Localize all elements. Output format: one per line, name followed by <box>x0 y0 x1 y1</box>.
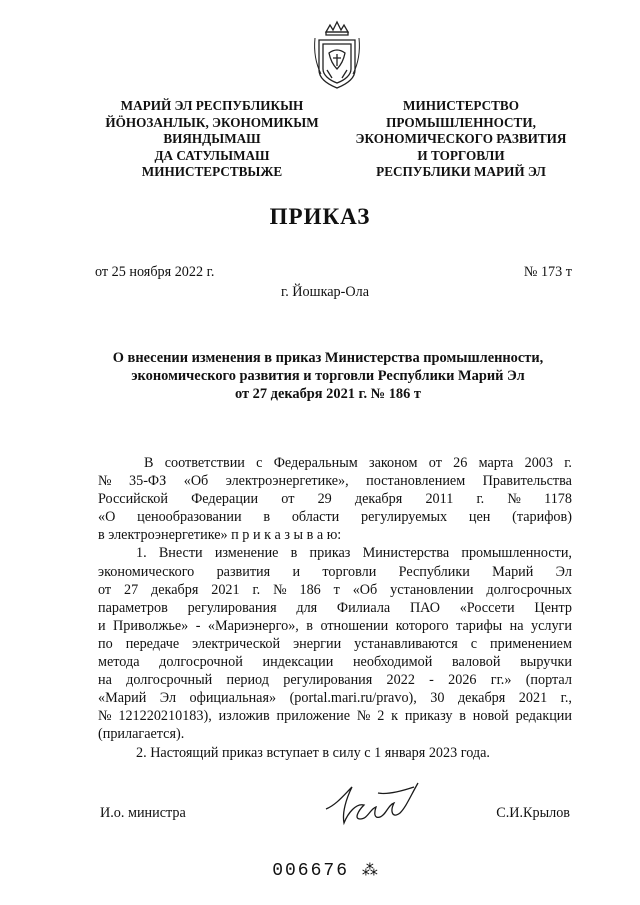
body-word: декабря <box>151 581 199 598</box>
ministry-name-russian <box>336 98 586 181</box>
body-word: на <box>509 617 524 634</box>
body-word: по <box>98 635 113 652</box>
body-word: В <box>144 455 154 471</box>
body-word: индексации <box>262 654 334 671</box>
body-word: в <box>459 708 466 725</box>
body-line <box>98 472 572 490</box>
body-word: к <box>391 708 398 725</box>
body-line <box>98 563 572 581</box>
body-word: долгосрочный <box>126 672 213 689</box>
header-right-line: И ТОРГОВЛИ <box>417 147 505 163</box>
signer-title: И.о. министра <box>100 805 186 821</box>
body-word: № <box>356 708 371 725</box>
body-word: № <box>273 581 287 598</box>
body-word: отношении <box>320 617 389 634</box>
body-word: необходимой <box>352 654 433 671</box>
body-word: в <box>290 545 298 562</box>
body-word: приказ <box>309 545 351 562</box>
body-word: в <box>306 617 313 634</box>
body-word: официальная» <box>189 690 277 707</box>
body-word: 2021 <box>518 690 548 707</box>
body-word: гг.» <box>490 672 512 689</box>
header-left-line: ВИЯНДЫМАШ <box>163 131 261 146</box>
body-word: - <box>195 617 201 634</box>
handwritten-signature <box>318 779 434 831</box>
header-left-line: МАРИЙ ЭЛ РЕСПУБЛИКЫН <box>120 98 304 113</box>
body-word: которого <box>395 617 449 634</box>
body-word: 2011 <box>425 491 454 508</box>
body-word: г., <box>560 690 572 707</box>
body-word: «Россети <box>459 599 515 616</box>
coat-of-arms-emblem <box>312 18 362 92</box>
document-subject <box>90 349 566 403</box>
body-word: 2026 <box>448 672 477 689</box>
body-word: 30 <box>430 690 445 707</box>
header-left-line: ЙӦНОЗАНЛЫК, ЭКОНОМИКЫМ <box>105 114 319 130</box>
body-line <box>98 707 572 725</box>
body-word: декабря <box>457 690 506 707</box>
body-word: законом <box>368 455 418 471</box>
body-word: 186 <box>299 581 321 598</box>
body-word: цен <box>468 509 491 526</box>
header-right-line: ПРОМЫШЛЕННОСТИ, <box>386 114 536 130</box>
body-word: параметров <box>98 599 168 616</box>
body-word: 2021 <box>211 581 240 598</box>
body-word: Приволжье» <box>113 617 189 634</box>
body-word: передаче <box>125 635 180 652</box>
body-word: регулирования <box>283 672 373 689</box>
body-word: регулируемых <box>361 509 448 526</box>
body-word: г. <box>252 581 261 598</box>
subject-line: от 27 декабря 2021 г. № 186 т <box>235 386 421 402</box>
body-word: Правительства <box>482 473 572 490</box>
body-word: Филиала <box>336 599 391 616</box>
body-word: соответствии <box>164 455 245 471</box>
body-word: торговли <box>322 563 377 580</box>
body-line <box>98 581 572 599</box>
body-line <box>98 508 572 526</box>
body-word: с <box>470 635 478 652</box>
body-word: выручки <box>520 654 572 671</box>
body-word: г. <box>476 491 485 508</box>
body-word: «Об <box>183 473 209 490</box>
body-word: приказу <box>404 708 453 725</box>
body-word: 35-ФЗ <box>129 473 167 490</box>
body-word: услуги <box>530 617 572 634</box>
body-word: от <box>428 455 442 471</box>
body-word: 1178 <box>544 491 572 508</box>
body-word: энергии <box>293 635 342 652</box>
body-word: Федеральным <box>273 455 358 471</box>
body-word: с <box>256 455 263 471</box>
asterisk-mark-icon: ⁂ <box>361 862 378 880</box>
body-word: декабря <box>354 491 403 508</box>
body-word: постановлением <box>366 473 466 490</box>
body-word: области <box>291 509 340 526</box>
document-city: г. Йошкар-Ола <box>281 284 369 300</box>
body-word: Центр <box>534 599 572 616</box>
body-word: Российской <box>98 491 168 508</box>
body-word: от <box>98 581 112 598</box>
document-body <box>98 454 572 762</box>
body-word: Эл <box>159 690 177 707</box>
body-word: 1. <box>136 545 147 562</box>
body-word: Марий <box>492 563 534 580</box>
body-line <box>98 653 572 671</box>
body-word: 27 <box>123 581 139 598</box>
body-word: электроэнергетике», <box>225 473 349 490</box>
header-right-line: РЕСПУБЛИКИ МАРИЙ ЭЛ <box>376 164 546 179</box>
body-line <box>98 544 572 562</box>
body-word: № <box>507 491 521 508</box>
body-line: (прилагается). <box>98 726 185 743</box>
body-word: метода <box>98 654 140 671</box>
body-word: для <box>296 599 318 616</box>
body-word: г. <box>564 455 572 471</box>
body-word: изменение <box>214 545 279 562</box>
body-word: 2022 <box>386 672 415 689</box>
document-date: от 25 ноября 2022 г. <box>95 264 215 280</box>
body-line <box>98 671 572 689</box>
body-word: Эл <box>555 563 572 580</box>
body-word: и <box>292 563 301 580</box>
body-word: Федерации <box>191 491 259 508</box>
ministry-name-mari <box>87 98 337 181</box>
body-word: долгосрочных <box>486 581 572 598</box>
body-word: развития <box>216 563 271 580</box>
body-line <box>98 635 572 653</box>
body-word: (тарифов) <box>512 509 572 526</box>
body-word: редакции <box>515 708 572 725</box>
body-word: тарифы <box>456 617 503 634</box>
body-word: (портал <box>525 672 572 689</box>
body-word: новой <box>472 708 509 725</box>
body-word: валовой <box>452 654 501 671</box>
body-word: «Мариэнерго», <box>207 617 299 634</box>
body-word: марта <box>478 455 514 471</box>
body-word: устанавливаются <box>354 635 458 652</box>
body-line: 2. Настоящий приказ вступает в силу с 1 января 2023 года. <box>136 744 490 761</box>
body-line: в электроэнергетике» п р и к а з ы в а ю: <box>98 527 342 544</box>
body-line <box>98 599 572 617</box>
body-word: - <box>429 672 434 689</box>
body-word: 2 <box>377 708 385 725</box>
body-word: № <box>98 473 112 490</box>
body-word: период <box>226 672 269 689</box>
document-title: ПРИКАЗ <box>269 204 371 229</box>
body-word: приложение <box>276 708 351 725</box>
body-line <box>98 617 572 635</box>
serial-number-text: 006676 <box>272 861 349 881</box>
subject-line: экономического развития и торговли Республики Марий Эл <box>131 368 525 384</box>
body-word: Внести <box>158 545 203 562</box>
header-right-line: МИНИСТЕРСТВО <box>403 98 519 113</box>
document-number: № 173 т <box>523 264 572 280</box>
body-word: и <box>98 617 106 634</box>
body-word: ценообразовании <box>137 509 242 526</box>
body-line <box>98 454 572 472</box>
body-word: промышленности, <box>461 545 572 562</box>
body-word: 29 <box>317 491 332 508</box>
header-right-line: ЭКОНОМИЧЕСКОГО РАЗВИТИЯ <box>355 131 567 146</box>
body-word: от <box>281 491 295 508</box>
body-word: электрической <box>192 635 281 652</box>
body-word: «О <box>98 509 116 526</box>
signer-name: С.И.Крылов <box>496 805 570 821</box>
body-word: 26 <box>453 455 468 471</box>
body-word: ПАО <box>409 599 440 616</box>
body-word: применением <box>490 635 572 652</box>
body-word: «Марий <box>98 690 147 707</box>
body-word: № <box>98 708 112 725</box>
body-word: экономического <box>98 563 195 580</box>
body-word: установлении <box>390 581 474 598</box>
body-word: на <box>98 672 112 689</box>
header-left-line: МИНИСТЕРСТВЫЖЕ <box>141 164 283 179</box>
body-word: т <box>333 581 340 598</box>
body-word: Республики <box>398 563 470 580</box>
body-word: 2003 <box>524 455 553 471</box>
body-word: «Об <box>352 581 378 598</box>
body-line <box>98 490 572 508</box>
body-word: 121220210183), <box>118 708 212 725</box>
body-word: изложив <box>218 708 270 725</box>
header-left-line: ДА САТУЛЫМАШ <box>154 147 270 163</box>
body-word: регулирования <box>187 599 277 616</box>
body-word: Министерства <box>362 545 450 562</box>
body-word: долгосрочной <box>159 654 243 671</box>
body-word: (portal.mari.ru/pravo), <box>289 690 417 707</box>
body-line <box>98 689 572 707</box>
serial-number <box>0 860 640 881</box>
subject-line: О внесении изменения в приказ Министерства промышленности, <box>112 350 544 366</box>
body-word: в <box>263 509 271 526</box>
